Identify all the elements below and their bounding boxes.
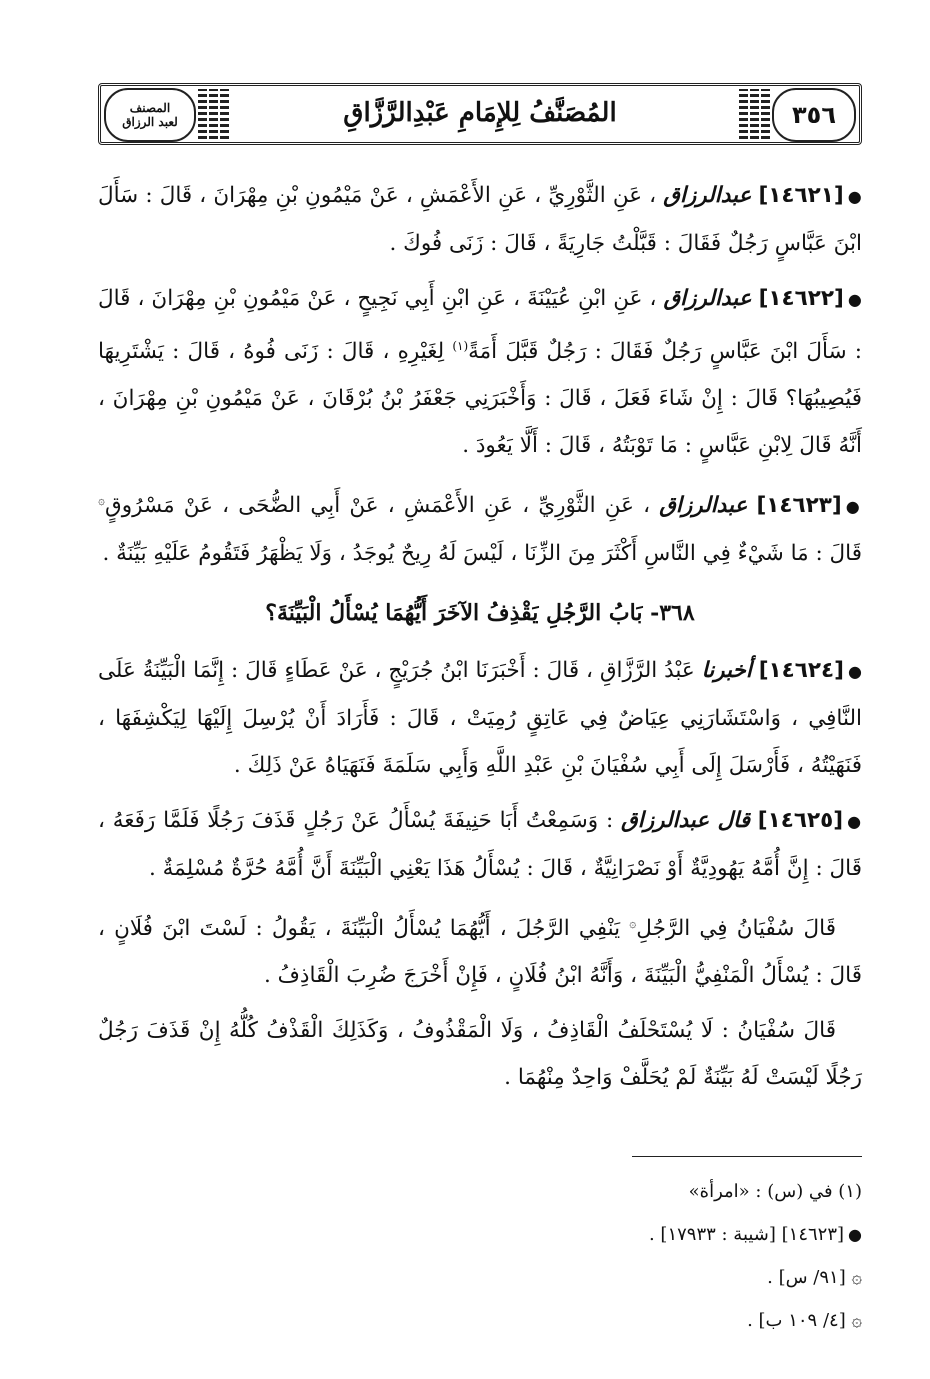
hadith-text-a: ، عَنِ ابْنِ عُيَيْنَةَ ، عَنِ ابْنِ أَبِي نَجِيحٍ ، عَنْ مَيْمُونِ بْنِ مِهْرَانَ ، قَالَ : سَأَلَ ابْنَ عَبَّاسٍ رَجُلٌ فَقَالَ : رَجُلٌ قَبَّلَ أَمَةً (98, 286, 862, 365)
manuscript-marker-icon: ۞ (98, 493, 106, 508)
hadith-text-b: قَالَ : مَا شَيْءٌ فِي النَّاسِ أَكْثَرَ مِنَ الزِّنَا ، لَيْسَ لَهُ رِيحٌ يُوجَدُ ، وَلَا يَظْهَرُ فَتَقُومُ عَلَيْهِ بَيِّنَةٌ . (102, 541, 862, 567)
hadith-author: عبدالرزاق (663, 286, 752, 311)
manuscript-marker-icon: ۞ (629, 916, 637, 931)
book-emblem (104, 88, 196, 142)
footnote-2 (98, 1213, 862, 1256)
hadith-number: ١٤٦٢٣ (766, 493, 832, 519)
footnote-2-text: [١٤٦٢٣] [شيبة : ١٧٩٣٣] . (648, 1224, 845, 1245)
hadith-number: ١٤٦٢١ (768, 183, 834, 208)
hadith-author: عبدالرزاق (663, 183, 752, 208)
chapter-title: ٣٦٨- بَابُ الرَّجُلِ يَقْذِفُ الآخَرَ أَيُّهُمَا يُسْأَلُ الْبَيِّنَةَ؟ (265, 600, 695, 627)
footnote-1: (١) في (س) : «امرأة» (688, 1181, 862, 1202)
bullet-icon: ● (847, 187, 862, 206)
page-body (98, 172, 862, 1101)
hadith-number: ١٤٦٢٥ (767, 808, 834, 834)
footnote-3: ۞ [٩١/ س] . (767, 1267, 862, 1288)
page-number: ٣٥٦ (792, 101, 836, 129)
hadith-text: : وَسَمِعْتُ أَبَا حَنِيفَةَ يُسْأَلُ عَنْ رَجُلٍ قَذَفَ رَجُلًا فَلَمَّا رَفَعَهُ ، قَالَ : إِنَّ أُمَّهُ يَهُودِيَّةٌ أَوْ نَصْرَانِيَّةٌ ، قَالَ : يُسْأَلُ هَذَا يَعْنِي الْبَيِّنَةَ أَنَّ أُمَّهُ حُرَّةٌ مُسْلِمَةٌ . (98, 808, 862, 882)
emblem-line2: لعبد الرزاق (122, 115, 178, 129)
page-number-badge (772, 88, 856, 142)
hadith-text: عَبْدُ الرَّزَّاقِ ، قَالَ : أَخْبَرَنَا ابْنُ جُرَيْجٍ ، عَنْ عَطَاءٍ قَالَ : إِنَّمَا الْبَيِّنَةُ عَلَى النَّافِي ، وَاسْتَشَارَنِي عِيَاضٌ فِي عَاتِقٍ رُمِيَتْ ، قَالَ : فَأَرَادَ أَنْ يُرْسِلَ إِلَيْهَا لِيَكْشِفَهَا ، فَنَهَيْتُهُ ، فَأَرْسَلَ إِلَى أَبِي سُفْيَانَ بْنِ عَبْدِ اللَّهِ وَأَبِي سَلَمَةَ فَنَهَيَاهُ عَنْ ذَلِكَ . (98, 658, 862, 779)
running-title: المُصَنَّفُ لِلإِمَامِ عَبْدِالرَّزَّاقِ (343, 98, 617, 128)
page-header (98, 83, 862, 145)
footnotes (98, 1170, 862, 1342)
sufyan-paragraph-2: قَالَ سُفْيَانُ : لَا يُسْتَحْلَفُ الْقَاذِفُ ، وَلَا الْمَقْذُوفُ ، وَكَذَلِكَ الْقَذْفُ كُلُّهُ إِنْ قَذَفَ رَجُلٌ رَجُلًا لَيْسَتْ لَهُ بَيِّنَةٌ لَمْ يُحَلَّفْ وَاحِدٌ مِنْهُمَا . (98, 1018, 862, 1091)
footnote-ref[interactable]: (١) (452, 339, 469, 353)
hadith-text-b: لِغَيْرِهِ ، قَالَ : زَنَى فُوهُ ، قَالَ : يَشْتَرِيهَا فَيُصِيبُهَا؟ قَالَ : إِنْ شَاءَ فَعَلَ ، قَالَ : وَأَخْبَرَنِي جَعْفَرُ بْنُ بُرْقَانَ ، عَنْ مَيْمُونِ بْنِ مِهْرَانَ ، أَنَّهُ قَالَ لِابْنِ عَبَّاسٍ : مَا تَوْبَتُهُ ، قَالَ : أَلَّا يَعُودَ . (98, 339, 862, 459)
bullet-icon: ● (847, 290, 862, 309)
hadith-number: ١٤٦٢٤ (768, 658, 835, 684)
hadith-text: ، عَنِ الثَّوْرِيِّ ، عَنِ الأَعْمَشِ ، عَنْ مَيْمُونِ بْنِ مِهْرَانَ ، قَالَ : سَأَلَ ابْنَ عَبَّاسٍ رَجُلٌ فَقَالَ : قَبَّلْتُ جَارِيَةً ، قَالَ : زَنَى فُوكَ . (98, 183, 862, 256)
sufyan-paragraph-1 (98, 900, 862, 999)
bullet-icon: ● (847, 662, 862, 682)
footnote-separator (632, 1156, 862, 1157)
hadith-author: عبدالرزاق (659, 493, 748, 519)
emblem-line1: المصنف (129, 101, 171, 115)
sufyan-text-b: يَنْفِي الرَّجُلَ ، أَيُّهُمَا يُسْأَلُ الْبَيِّنَةَ ، يَقُولُ : لَسْتَ ابْنَ فُلَانٍ ، قَالَ : يُسْأَلُ الْمَنْفِيُّ الْبَيِّنَةَ ، وَأَنَّهُ ابْنُ فُلَانٍ ، فَإِنْ أَخْرَجَ ضُرِبَ الْقَاذِفُ . (98, 916, 862, 989)
hadith-number: ١٤٦٢٢ (768, 286, 835, 311)
ornament-strip-left (198, 89, 229, 139)
hadith-14624: ●[١٤٦٢٤] أخبرنا عَبْدُ الرَّزَّاقِ ، قَالَ : أَخْبَرَنَا ابْنُ جُرَيْجٍ ، عَنْ عَطَاءٍ قَالَ : إِنَّمَا الْبَيِّنَةُ عَلَى النَّافِي ، وَاسْتَشَارَنِي عِيَاضٌ فِي عَاتِقٍ رُمِيَتْ ، قَالَ : فَأَرَادَ أَنْ يُرْسِلَ إِلَيْهَا لِيَكْشِفَهَا ، فَنَهَيْتُهُ ، فَأَرْسَلَ إِلَى أَبِي سُفْيَانَ بْنِ عَبْدِ اللَّهِ وَأَبِي سَلَمَةَ فَنَهَيَاهُ عَنْ ذَلِكَ . (98, 658, 862, 779)
hadith-author: قال عبدالرزاق (621, 808, 750, 834)
bullet-icon: ● (845, 497, 862, 517)
hadith-14623: ●[١٤٦٢٣] عبدالرزاق ، عَنِ الثَّوْرِيِّ ، عَنِ الأَعْمَشِ ، عَنْ أَبِي الضُّحَى ، عَنْ مَسْرُوقٍ۞ قَالَ : مَا شَيْءٌ فِي النَّاسِ أَكْثَرَ مِنَ الزِّنَا ، لَيْسَ لَهُ رِيحٌ يُوجَدُ ، وَلَا يَظْهَرُ فَتَقُومُ عَلَيْهِ بَيِّنَةٌ . (98, 493, 862, 567)
sufyan-text-a: قَالَ سُفْيَانُ فِي الرَّجُلِ (636, 916, 836, 942)
hadith-text-a: ، عَنِ الثَّوْرِيِّ ، عَنِ الأَعْمَشِ ، عَنْ أَبِي الضُّحَى ، عَنْ مَسْرُوقٍ (105, 493, 651, 519)
bullet-icon: ● (847, 812, 863, 832)
hadith-14622: ●[١٤٦٢٢] عبدالرزاق ، عَنِ ابْنِ عُيَيْنَةَ ، عَنِ ابْنِ أَبِي نَجِيحٍ ، عَنْ مَيْمُونِ بْنِ مِهْرَانَ ، قَالَ : سَأَلَ ابْنَ عَبَّاسٍ رَجُلٌ فَقَالَ : رَجُلٌ قَبَّلَ أَمَةً$^{(١)}$ لِغَيْرِهِ ، قَالَ : زَنَى فُوهُ ، قَالَ : يَشْتَرِيهَا فَيُصِيبُهَا؟ قَالَ : إِنْ شَاءَ فَعَلَ ، قَالَ : وَأَخْبَرَنِي جَعْفَرُ بْنُ بُرْقَانَ ، عَنْ مَيْمُونِ بْنِ مِهْرَانَ ، أَنَّهُ قَالَ لِابْنِ عَبَّاسٍ : مَا تَوْبَتُهُ ، قَالَ : أَلَّا يَعُودَ . (98, 286, 862, 459)
footnote-4: ۞ [٤/ ١٠٩ ب] . (747, 1310, 862, 1331)
bullet-icon: ● (848, 1225, 862, 1244)
hadith-14625: ●[١٤٦٢٥] قال عبدالرزاق : وَسَمِعْتُ أَبَا حَنِيفَةَ يُسْأَلُ عَنْ رَجُلٍ قَذَفَ رَجُلًا فَلَمَّا رَفَعَهُ ، قَالَ : إِنَّ أُمَّهُ يَهُودِيَّةٌ أَوْ نَصْرَانِيَّةٌ ، قَالَ : يُسْأَلُ هَذَا يَعْنِي الْبَيِّنَةَ أَنَّ أُمَّهُ حُرَّةٌ مُسْلِمَةٌ . (98, 808, 863, 882)
ornament-strip-right (739, 89, 770, 139)
hadith-author: أخبرنا (701, 658, 752, 684)
hadith-14621: ●[١٤٦٢١] عبدالرزاق ، عَنِ الثَّوْرِيِّ ، عَنِ الأَعْمَشِ ، عَنْ مَيْمُونِ بْنِ مِهْرَانَ ، قَالَ : سَأَلَ ابْنَ عَبَّاسٍ رَجُلٌ فَقَالَ : قَبَّلْتُ جَارِيَةً ، قَالَ : زَنَى فُوكَ . (98, 183, 862, 256)
